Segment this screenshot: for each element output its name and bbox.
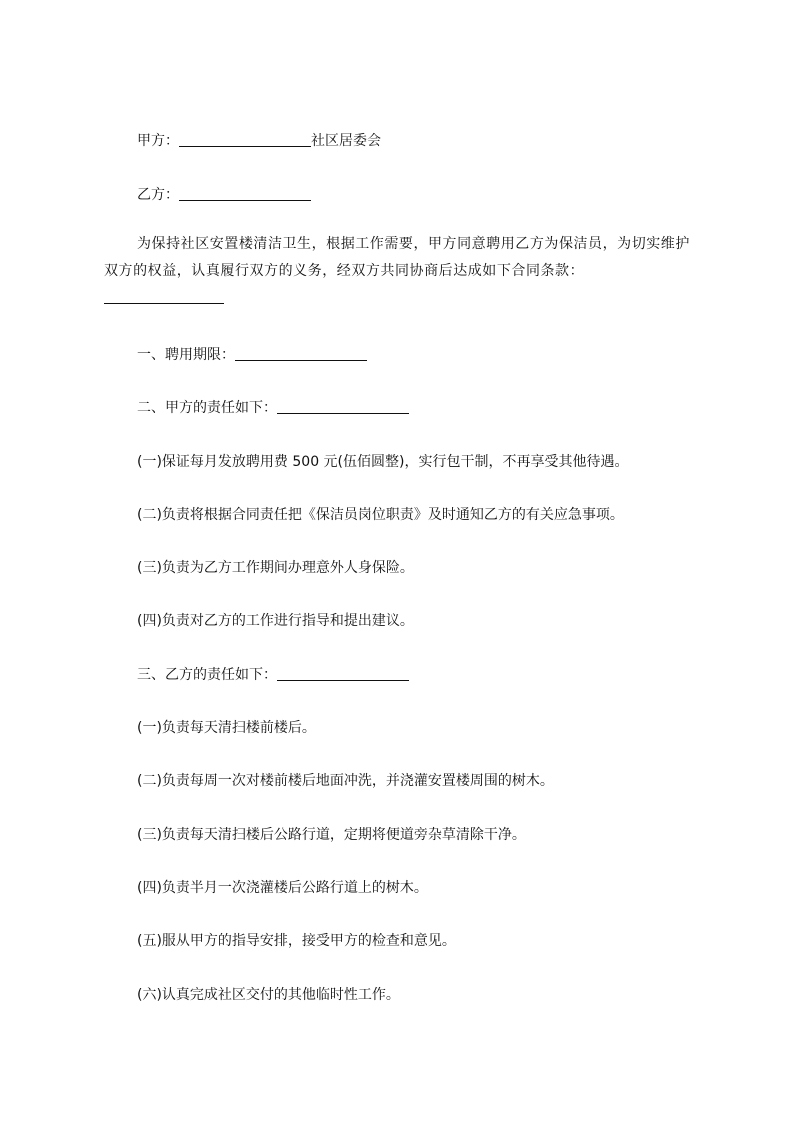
- party-a-duty-2: (二)负责将根据合同责任把《保洁员岗位职责》及时通知乙方的有关应急事项。: [137, 507, 624, 523]
- party-b-duty-3: (三)负责每天清扫楼后公路行道，定期将便道旁杂草清除干净。: [137, 827, 526, 843]
- intro-paragraph: [104, 231, 704, 312]
- section-3-label: 三、乙方的责任如下：: [137, 667, 277, 683]
- section-1-label: 一、聘用期限：: [137, 347, 235, 363]
- party-a-suffix: 社区居委会: [311, 133, 381, 149]
- party-a-blank: [179, 132, 311, 147]
- party-b-duty-4: (四)负责半月一次浇灌楼后公路行道上的树木。: [137, 880, 428, 896]
- section-3-blank: [277, 666, 409, 681]
- party-b-line: [137, 186, 311, 204]
- party-b-duty-2: (二)负责每周一次对楼前楼后地面冲洗，并浇灌安置楼周围的树木。: [137, 773, 554, 789]
- party-b-duty-6: (六)认真完成社区交付的其他临时性工作。: [137, 987, 400, 1003]
- party-a-duty-1: (一)保证每月发放聘用费 500 元(伍佰圆整)，实行包干制，不再享受其他待遇。: [137, 454, 629, 470]
- section-2-label: 二、甲方的责任如下：: [137, 400, 277, 416]
- party-a-line: [137, 132, 381, 150]
- section-3-heading: [137, 666, 409, 684]
- intro-text: 为保持社区安置楼清洁卫生，根据工作需要，甲方同意聘用乙方为保洁员，为切实维护双方的权益，认真履行双方的义务，经双方共同协商后达成如下合同条款：: [104, 236, 690, 279]
- party-b-label: 乙方：: [137, 187, 179, 203]
- intro-blank: [104, 289, 224, 304]
- section-1-blank: [235, 346, 367, 361]
- party-a-label: 甲方：: [137, 133, 179, 149]
- section-1-heading: [137, 346, 367, 364]
- party-a-duty-3: (三)负责为乙方工作期间办理意外人身保险。: [137, 560, 414, 576]
- party-b-blank: [179, 186, 311, 201]
- party-a-duty-4: (四)负责对乙方的工作进行指导和提出建议。: [137, 613, 414, 629]
- section-2-blank: [277, 399, 409, 414]
- party-b-duty-1: (一)负责每天清扫楼前楼后。: [137, 720, 316, 736]
- party-b-duty-5: (五)服从甲方的指导安排，接受甲方的检查和意见。: [137, 933, 456, 949]
- section-2-heading: [137, 399, 409, 417]
